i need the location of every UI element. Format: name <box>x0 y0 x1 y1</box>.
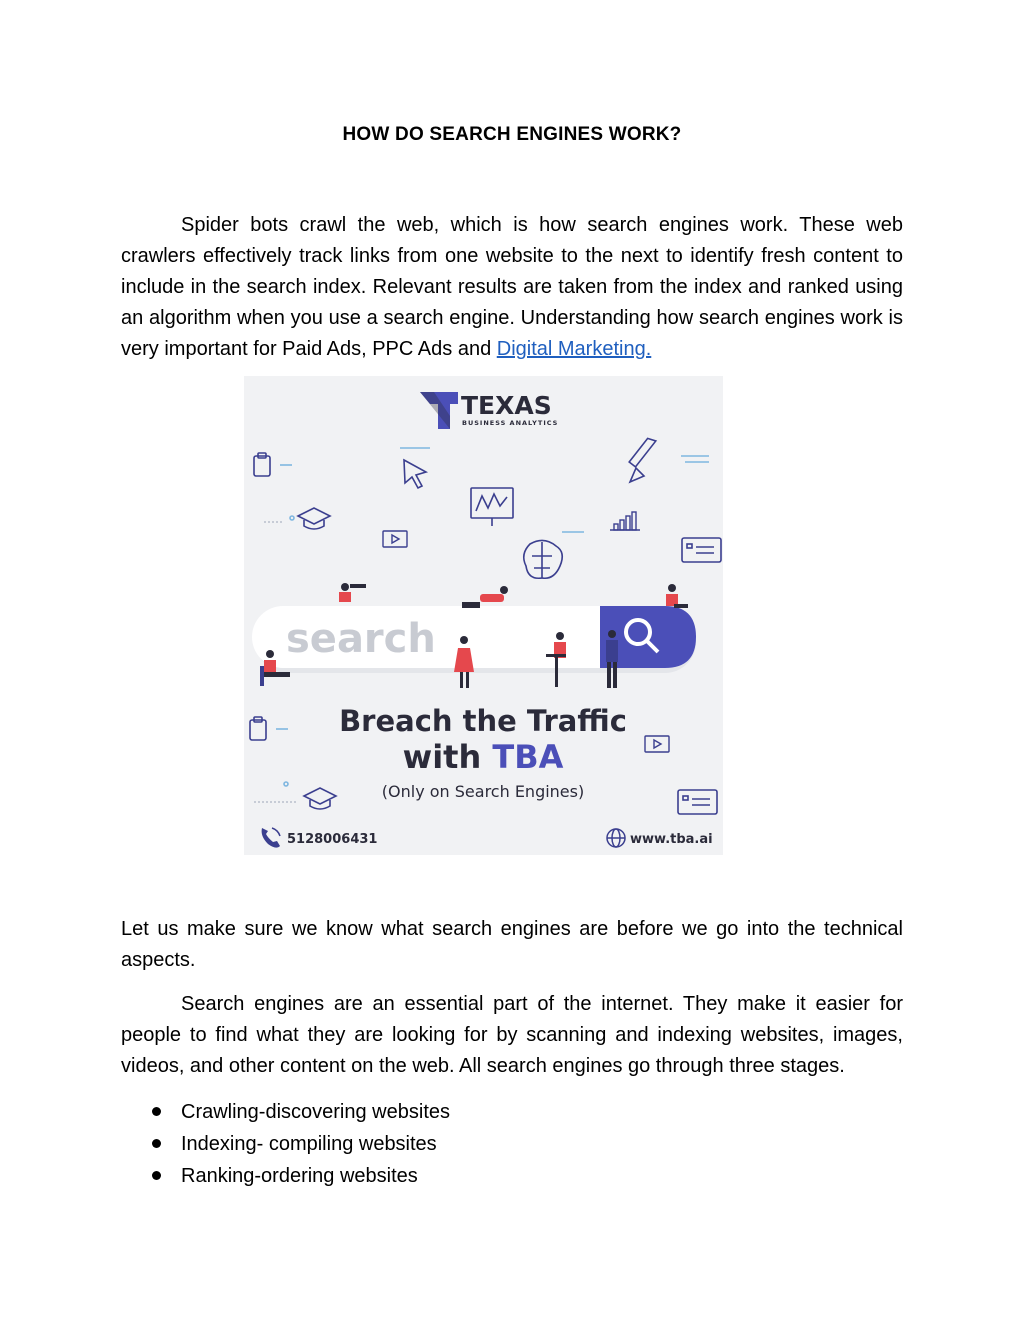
paragraph-definition-intro: Let us make sure we know what search engines are before we go into the technical aspects. <box>121 918 903 971</box>
list-item-text: Ranking-ordering websites <box>181 1165 418 1187</box>
banner-brand-sub: BUSINESS ANALYTICS <box>462 419 559 427</box>
stages-list <box>150 1096 450 1192</box>
clipboard-icon <box>254 453 292 476</box>
banner-phone: 5128006431 <box>287 832 378 847</box>
list-item <box>150 1160 450 1192</box>
tba-banner-image <box>244 376 723 855</box>
banner-brand-name: TEXAS <box>461 391 552 420</box>
list-item <box>150 1096 450 1128</box>
cursor-icon <box>400 448 430 488</box>
page-title: HOW DO SEARCH ENGINES WORK? <box>342 124 682 145</box>
graduation-cap-icon <box>254 782 336 809</box>
bullet-dot-icon <box>152 1139 161 1148</box>
banner-headline-line1: Breach the Traffic <box>339 704 627 738</box>
paragraph-intro-text: Spider bots crawl the web, which is how search engines work. These web crawlers effectively track links from one website to the next to identify fresh content to include in the search index. Relevant results are taken from the index and ranked using an algorithm when you use a search engine. Understanding how search engines work is very important for Paid Ads, PPC Ads and <box>121 214 903 360</box>
banner-website: www.tba.ai <box>630 832 713 847</box>
chart-board-icon <box>471 488 513 526</box>
paragraph-search-engines: Search engines are an essential part of the internet. They make it easier for people to find what they are looking for by scanning and indexing websites, images, videos, and other content on the web. All search engines go through three stages. <box>121 993 903 1077</box>
graduation-cap-icon <box>264 508 330 529</box>
globe-icon <box>607 829 625 847</box>
clipboard-icon <box>250 717 288 740</box>
pencil-icon <box>629 436 709 482</box>
texas-logo-icon <box>420 392 458 429</box>
bullet-dot-icon <box>152 1107 161 1116</box>
brain-icon <box>524 540 563 578</box>
banner-headline-prefix: with <box>402 738 493 776</box>
banner-search-word: search <box>286 616 436 662</box>
chat-box-icon <box>678 538 721 814</box>
paragraph-intro <box>121 210 903 365</box>
banner-headline-accent: TBA <box>492 738 564 776</box>
bullet-dot-icon <box>152 1171 161 1180</box>
digital-marketing-link[interactable]: Digital Marketing. <box>496 338 652 360</box>
bar-chart-icon <box>562 512 640 532</box>
list-item-text: Indexing- compiling websites <box>181 1133 437 1155</box>
banner-subheadline: (Only on Search Engines) <box>381 782 585 801</box>
list-item <box>150 1128 450 1160</box>
banner-headline-line2 <box>403 738 564 776</box>
list-item-text: Crawling-discovering websites <box>181 1101 450 1123</box>
phone-icon <box>262 828 280 848</box>
